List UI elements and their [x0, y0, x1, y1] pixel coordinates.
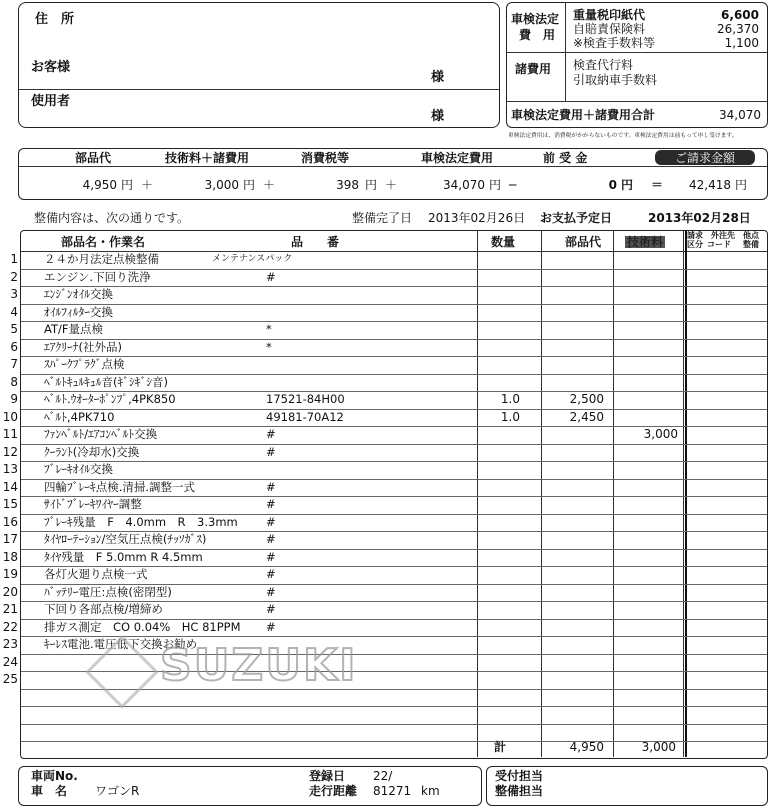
mileage-label: 走行距離	[309, 784, 358, 798]
item-name: ｻｲﾄﾞﾌﾞﾚｰｷﾜｲﾔｰ調整	[44, 497, 142, 511]
table-row-line	[21, 409, 767, 410]
row-number: 22	[2, 619, 18, 634]
summary-total-value: 42,418	[689, 178, 731, 192]
table-col-divider	[613, 231, 614, 757]
complete-date: 2013年02月26日	[428, 211, 526, 225]
part-number: *	[266, 322, 272, 336]
row-number: 11	[2, 427, 18, 441]
summary-plus-3: ＋	[385, 178, 398, 192]
part-number: #	[266, 269, 276, 284]
summary-header-parts: 部品代	[75, 151, 112, 165]
legal-total-label: 車検法定費用＋諸費用合計	[511, 108, 656, 122]
table-row-line	[21, 269, 767, 270]
summary-header-invoice: ご請求金額	[655, 150, 755, 165]
registration-value: 22/	[373, 769, 393, 783]
item-name: ﾌﾞﾚｰｷｵｲﾙ交換	[44, 462, 113, 476]
row-number: 16	[2, 514, 18, 529]
legal-fees-note: 車検法定費用は、消費税がかからないものです。車検法定費用は前もって申し受けます。	[508, 132, 738, 139]
parts-cost: 2,450	[569, 409, 604, 424]
summary-plus-2: ＋	[263, 178, 276, 192]
col-header-code-2: 区分	[687, 240, 703, 249]
user-label: 使用者	[31, 94, 71, 109]
misc-fees-label: 諸費用	[515, 62, 552, 76]
suzuki-watermark: SUZUKI	[160, 640, 358, 691]
part-number: 17521-84H00	[266, 392, 345, 406]
misc-item-2: 引取納車手数料	[573, 73, 658, 87]
table-row-line	[21, 391, 767, 392]
item-name: エンジン.下回り洗浄	[44, 269, 151, 284]
item-name: 下回り各部点検/増締め	[44, 602, 163, 616]
reception-staff-label: 受付担当	[495, 769, 544, 783]
row-number: 25	[2, 672, 18, 686]
row-number: 9	[10, 392, 18, 406]
row-number: 7	[10, 357, 18, 371]
row-number: 5	[10, 322, 18, 336]
summary-box	[18, 148, 768, 200]
vehicle-box	[18, 766, 482, 806]
item-name: ﾊﾞｯﾃﾘｰ電圧:点検(密閉型)	[44, 584, 172, 599]
item-name: ｵｲﾙﾌｨﾙﾀｰ交換	[44, 304, 113, 319]
payment-date: 2013年02月28日	[648, 211, 751, 225]
row-number: 13	[2, 462, 18, 476]
table-row-line	[21, 531, 767, 532]
part-number: #	[266, 514, 276, 529]
row-number: 6	[10, 339, 18, 354]
misc-item-1: 検査代行料	[573, 58, 634, 72]
table-row-line	[21, 304, 767, 305]
item-name: ｸｰﾗﾝﾄ(冷却水)交換	[44, 444, 140, 459]
part-number: *	[266, 339, 272, 354]
customer-sama: 様	[431, 70, 445, 85]
table-row-line	[21, 374, 767, 375]
col-header-qty: 数量	[491, 235, 516, 249]
customer-divider	[19, 89, 499, 90]
item-name: ﾍﾞﾙﾄ,4PK710	[44, 409, 115, 424]
col-header-code-1: 請求	[687, 231, 703, 240]
maintenance-staff-label: 整備担当	[495, 784, 544, 798]
summary-header-labor: 技術料＋諸費用	[165, 151, 250, 165]
item-name: ｴﾝｼﾞﾝｵｲﾙ交換	[44, 287, 113, 301]
item-name: ﾍﾞﾙﾄ.ｳｵｰﾀｰﾎﾟﾝﾌﾟ,4PK850	[44, 392, 176, 406]
row-number: 4	[10, 304, 18, 319]
summary-parts-value: 4,950	[82, 178, 117, 192]
fee-name-3: ※検査手数料等	[573, 36, 656, 50]
table-row-line	[21, 566, 767, 567]
summary-equals: ＝	[651, 178, 664, 192]
item-name: ﾌﾞﾚｰｷ残量 F 4.0mm R 3.3mm	[44, 514, 238, 529]
table-row-line	[21, 584, 767, 585]
row-number: 24	[2, 654, 18, 669]
table-row-line	[21, 549, 767, 550]
table-row-line	[21, 619, 767, 620]
table-row-line	[21, 356, 767, 357]
payment-date-label: お支払予定日	[540, 211, 613, 225]
customer-box	[18, 2, 500, 128]
fee-name-2: 自賠責保険料	[573, 22, 646, 36]
item-name: ﾀｲﾔ残量 F 5.0mm R 4.5mm	[44, 549, 203, 564]
row-number: 20	[2, 584, 18, 599]
table-row-line	[21, 426, 767, 427]
legal-fees-label-2: 費 用	[519, 28, 556, 42]
row-number: 12	[2, 444, 18, 459]
col-header-parts-cost: 部品代	[565, 235, 602, 249]
quantity: 1.0	[500, 392, 520, 406]
table-row-line	[21, 461, 767, 462]
part-number: #	[266, 479, 276, 494]
legal-fees-box	[506, 2, 768, 128]
item-name: ﾌｧﾝﾍﾞﾙﾄ/ｴｱｺﾝﾍﾞﾙﾄ交換	[44, 427, 158, 441]
summary-yen-6: 円	[735, 178, 748, 192]
row-number: 2	[10, 269, 18, 284]
col-header-part-no: 品 番	[291, 235, 340, 249]
item-name: ｽﾊﾟｰｸﾌﾟﾗｸﾞ点検	[44, 357, 125, 371]
item-name: 排ガス測定 CO 0.04% HC 81PPM	[44, 619, 241, 634]
part-number: #	[266, 444, 276, 459]
legal-fees-label-1: 車検法定	[511, 12, 560, 26]
quantity: 1.0	[500, 409, 520, 424]
item-name: ﾍﾞﾙﾄｷｭﾙｷｭﾙ音(ｷﾞｼｷﾞｼ音)	[44, 374, 168, 389]
col-header-labor: 技術料	[627, 235, 664, 249]
part-number: #	[266, 619, 276, 634]
vehicle-name: ワゴンR	[95, 784, 140, 798]
col-header-other-1: 他点	[743, 231, 759, 240]
part-number: #	[266, 584, 276, 599]
table-row-line	[21, 444, 767, 445]
address-label: 住 所	[35, 12, 75, 27]
summary-header-advance: 前 受 金	[543, 151, 588, 165]
summary-yen-5: 円	[621, 178, 634, 192]
item-name: 四輪ﾌﾞﾚｰｷ点検.清掃.調整一式	[44, 479, 196, 494]
row-number: 3	[10, 287, 18, 301]
table-row-line	[21, 724, 767, 725]
summary-plus-1: ＋	[141, 178, 154, 192]
summary-yen-3: 円	[365, 178, 378, 192]
customer-label: お客様	[31, 60, 71, 75]
row-number: 10	[2, 409, 18, 424]
user-sama: 様	[431, 109, 445, 124]
summary-yen-2: 円	[243, 178, 256, 192]
table-row-line	[21, 636, 767, 637]
summary-yen-4: 円	[489, 178, 502, 192]
row-number: 17	[2, 532, 18, 546]
table-header-divider	[21, 251, 767, 252]
vehicle-no-label: 車両No.	[31, 769, 78, 783]
summary-labor-value: 3,000	[204, 178, 239, 192]
row-number: 15	[2, 497, 18, 511]
table-row-line	[21, 706, 767, 707]
fee-name-1: 重量税印紙代	[573, 8, 646, 22]
row-number: 14	[2, 479, 18, 494]
table-row-line	[21, 496, 767, 497]
row-number: 23	[2, 637, 18, 651]
item-name: AT/F量点検	[44, 322, 103, 336]
row-number: 8	[10, 374, 18, 389]
table-col-divider	[477, 231, 478, 757]
col-header-other-2: 整備	[743, 240, 759, 249]
fee-amount-2: 26,370	[717, 22, 759, 36]
summary-advance-value: 0	[608, 178, 617, 192]
item-name: 各灯火廻り点検一式	[44, 567, 148, 581]
part-number: #	[266, 427, 276, 441]
row-number: 19	[2, 567, 18, 581]
fee-amount-1: 6,600	[721, 8, 759, 22]
table-row-line	[21, 514, 767, 515]
complete-date-label: 整備完了日	[352, 211, 413, 225]
legal-total-amount: 34,070	[719, 108, 761, 122]
table-row-line	[21, 479, 767, 480]
registration-label: 登録日	[309, 769, 346, 783]
table-row-line	[21, 286, 767, 287]
summary-minus: ─	[509, 178, 517, 192]
summary-header-tax: 消費税等	[301, 151, 350, 165]
vehicle-name-label: 車 名	[31, 784, 68, 798]
table-row-line	[21, 601, 767, 602]
item-name: ｷｰﾚｽ電池.電圧低下交換お勧め	[44, 637, 198, 651]
table-col-divider	[541, 231, 542, 757]
row-number: 1	[10, 252, 18, 266]
item-name: ２４か月法定点検整備	[44, 252, 159, 266]
summary-tax-value: 398	[336, 178, 359, 192]
item-name: ｴｱｸﾘｰﾅ(社外品)	[44, 339, 122, 354]
col-header-gaichu-1: 外注先	[711, 231, 735, 240]
staff-box	[486, 766, 768, 806]
table-row-line	[21, 339, 767, 340]
summary-legal-value: 34,070	[443, 178, 485, 192]
labor-cost: 3,000	[643, 427, 678, 441]
total-parts-cost: 4,950	[569, 740, 604, 754]
maintenance-intro: 整備内容は、次の通りです。	[34, 211, 190, 225]
mileage-unit: km	[421, 784, 440, 798]
fee-amount-3: 1,100	[724, 36, 759, 50]
table-row-line	[21, 321, 767, 322]
summary-yen-1: 円	[121, 178, 134, 192]
col-header-gaichu-2: コード	[707, 240, 731, 249]
mileage-value: 81271	[373, 784, 412, 798]
part-number: #	[266, 549, 276, 564]
table-col-divider	[683, 231, 684, 757]
col-header-name: 部品名・作業名	[61, 235, 146, 249]
row-number: 18	[2, 549, 18, 564]
part-number: メンテナンスパック	[212, 254, 293, 264]
part-number: #	[266, 567, 276, 581]
total-label: 計	[494, 740, 507, 754]
total-labor: 3,000	[641, 740, 676, 754]
table-col-divider	[685, 231, 687, 757]
summary-header-legal: 車検法定費用	[421, 151, 494, 165]
item-name: ﾀｲﾔﾛｰﾃｰｼｮﾝ/空気圧点検(ﾁｯｿｶﾞｽ)	[44, 532, 207, 546]
row-number: 21	[2, 602, 18, 616]
part-number: #	[266, 532, 276, 546]
part-number: #	[266, 497, 276, 511]
part-number: #	[266, 602, 276, 616]
parts-cost: 2,500	[569, 392, 604, 406]
part-number: 49181-70A12	[266, 409, 344, 424]
